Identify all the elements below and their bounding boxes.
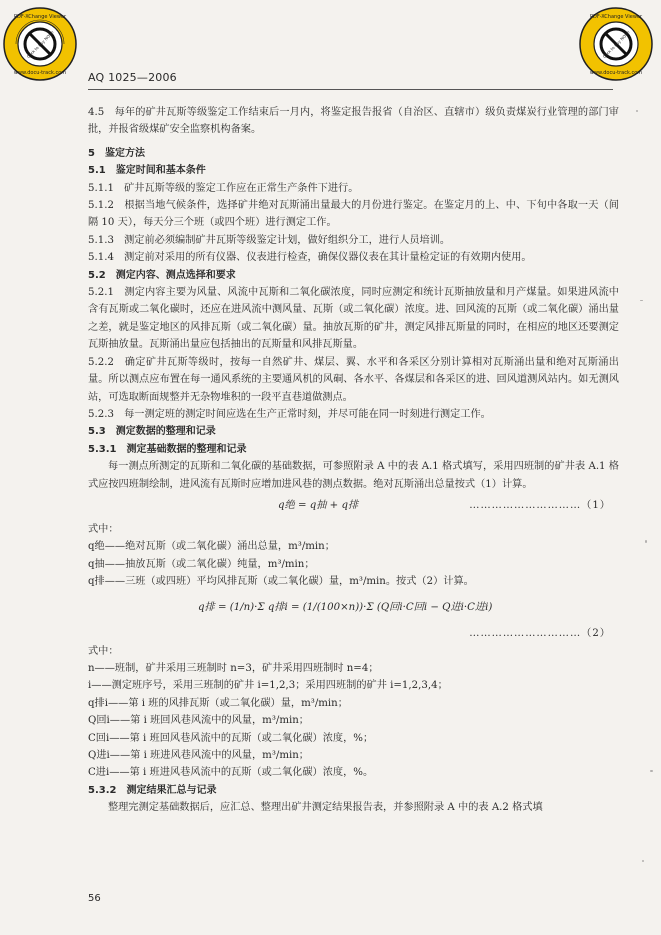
heading-5-2: 5.2 测定内容、测点选择和要求	[88, 269, 236, 281]
heading-5-3: 5.3 测定数据的整理和记录	[88, 426, 216, 438]
scan-speck	[640, 300, 643, 301]
scan-speck	[642, 860, 644, 862]
where-label-2: 式中：	[88, 645, 119, 657]
svg-text:PDF-XChange Viewer: PDF-XChange Viewer	[13, 14, 67, 20]
svg-text:PDF-XChange Viewer: PDF-XChange Viewer	[589, 14, 643, 20]
equation-2-expression: q排 = (1/n)·Σ q排i = (1/(100×n))·Σ (Q回i·C回i − Q进i·C进i)	[198, 601, 493, 613]
definition-i: i——测定班序号，采用三班制的矿井 i=1,2,3；采用四班制的矿井 i=1,2,3,4；	[88, 680, 448, 692]
section-5-2-3: 5.2.3 每一测定班的测定时间应选在生产正常时刻，并尽可能在同一时刻进行测定工作。	[88, 408, 491, 420]
standard-code: AQ 1025—2006	[88, 71, 177, 84]
definition-q-shift: q排i——第 i 班的风排瓦斯（或二氧化碳）量，m³/min；	[88, 697, 348, 709]
definition-c-intake: C进i——第 i 班进风巷风流中的瓦斯（或二氧化碳）浓度，%。	[88, 767, 374, 779]
pdf-xchange-badge-icon[interactable]	[578, 6, 654, 82]
equation-2	[88, 593, 619, 643]
equation-1-number: …………………………（1）	[469, 499, 611, 511]
definition-q-drainage: q抽——抽放瓦斯（或二氧化碳）纯量，m³/min；	[88, 558, 315, 570]
svg-text:Click to buy NOW!: Click to buy NOW!	[25, 29, 56, 60]
scan-speck	[636, 110, 638, 112]
heading-5-1: 5.1 鉴定时间和基本条件	[88, 165, 206, 177]
svg-text:Click to buy NOW!: Click to buy NOW!	[601, 29, 632, 60]
section-5-3-1-text: 每一测点所测定的瓦斯和二氧化碳的基础数据，可参照附录 A 中的表 A.1 格式填写，采用四班制的矿井表 A.1 格式应按四班制绘制，进风流有瓦斯时应增加进风巷的测点数据。绝对瓦斯涌出总量按式（1）计算。	[88, 461, 619, 490]
section-5-1-1: 5.1.1 矿井瓦斯等级的鉴定工作应在正常生产条件下进行。	[88, 182, 359, 194]
section-5-1-2: 5.1.2 根据当地气候条件，选择矿井绝对瓦斯涌出量最大的月份进行鉴定。在鉴定月的上、中、下旬中各取一天（间隔 10 天），每天分三个班（或四个班）进行测定工作。	[88, 200, 619, 229]
page-number: 56	[88, 893, 101, 904]
scan-speck	[650, 770, 653, 772]
svg-text:www.docu-track.com: www.docu-track.com	[13, 70, 67, 76]
document-body	[88, 104, 619, 817]
equation-2-number: …………………………（2）	[469, 627, 611, 639]
heading-5: 5 鉴定方法	[88, 147, 145, 159]
definition-c-return: C回i——第 i 班回风巷风流中的瓦斯（或二氧化碳）浓度，%；	[88, 732, 374, 744]
definition-q-ventilation: q排——三班（或四班）平均风排瓦斯（或二氧化碳）量，m³/min。按式（2）计算。	[88, 576, 474, 588]
section-5-1-4: 5.1.4 测定前对采用的所有仪器、仪表进行检查，确保仪器仪表在其计量检定证的有效期内使用。	[88, 252, 532, 264]
heading-5-3-2: 5.3.2 测定结果汇总与记录	[88, 784, 217, 796]
definition-n: n——班制，矿井采用三班制时 n=3，矿井采用四班制时 n=4；	[88, 662, 379, 674]
pdf-xchange-badge-icon[interactable]	[2, 6, 78, 82]
section-5-2-2: 5.2.2 确定矿井瓦斯等级时，按每一自然矿井、煤层、翼、水平和各采区分别计算相对瓦斯涌出量和绝对瓦斯涌出量。所以测点应布置在每一通风系统的主要通风机的风硐、各水平、各煤层和各采区的进、回风道测风站内。如无测风站，可选取断面规整并无杂物堆积的一段平直巷道做测点。	[88, 356, 619, 403]
section-5-1-3: 5.1.3 测定前必须编制矿井瓦斯等级鉴定计划，做好组织分工，进行人员培训。	[88, 234, 451, 246]
heading-5-3-1: 5.3.1 测定基础数据的整理和记录	[88, 443, 247, 455]
equation-1-expression: q绝 = q抽 + q排	[278, 499, 359, 511]
header-rule	[88, 89, 613, 90]
definition-q-absolute: q绝——绝对瓦斯（或二氧化碳）涌出总量，m³/min；	[88, 541, 335, 553]
where-label-1: 式中：	[88, 523, 119, 535]
equation-1	[88, 495, 619, 517]
section-5-3-2-text: 整理完测定基础数据后，应汇总、整理出矿井测定结果报告表，并参照附录 A 中的表 A.2 格式填	[108, 802, 543, 814]
section-4-5: 4.5 每年的矿井瓦斯等级鉴定工作结束后一月内，将鉴定报告报省（自治区、直辖市）级负责煤炭行业管理的部门审批，并报省级煤矿安全监察机构备案。	[88, 107, 619, 136]
definition-q-return: Q回i——第 i 班回风巷风流中的风量，m³/min；	[88, 715, 309, 727]
scan-speck	[645, 540, 647, 543]
definition-q-intake: Q进i——第 i 班进风巷风流中的风量，m³/min；	[88, 750, 309, 761]
svg-text:www.docu-track.com: www.docu-track.com	[589, 70, 643, 76]
section-5-2-1: 5.2.1 测定内容主要为风量、风流中瓦斯和二氧化碳浓度，同时应测定和统计瓦斯抽放量和月产煤量。如果进风流中含有瓦斯或二氧化碳时，还应在进风流中测风量、瓦斯（或二氧化碳）浓度。进、回风流的瓦斯（或二氧化碳）涌出量之差，就是鉴定地区的风排瓦斯（或二氧化碳）量。抽放瓦斯的矿井，测定风排瓦斯量的同时，在相应的地区还要测定瓦斯抽放量。瓦斯涌出量应包括抽出的瓦斯量和风排瓦斯量。	[88, 287, 619, 351]
